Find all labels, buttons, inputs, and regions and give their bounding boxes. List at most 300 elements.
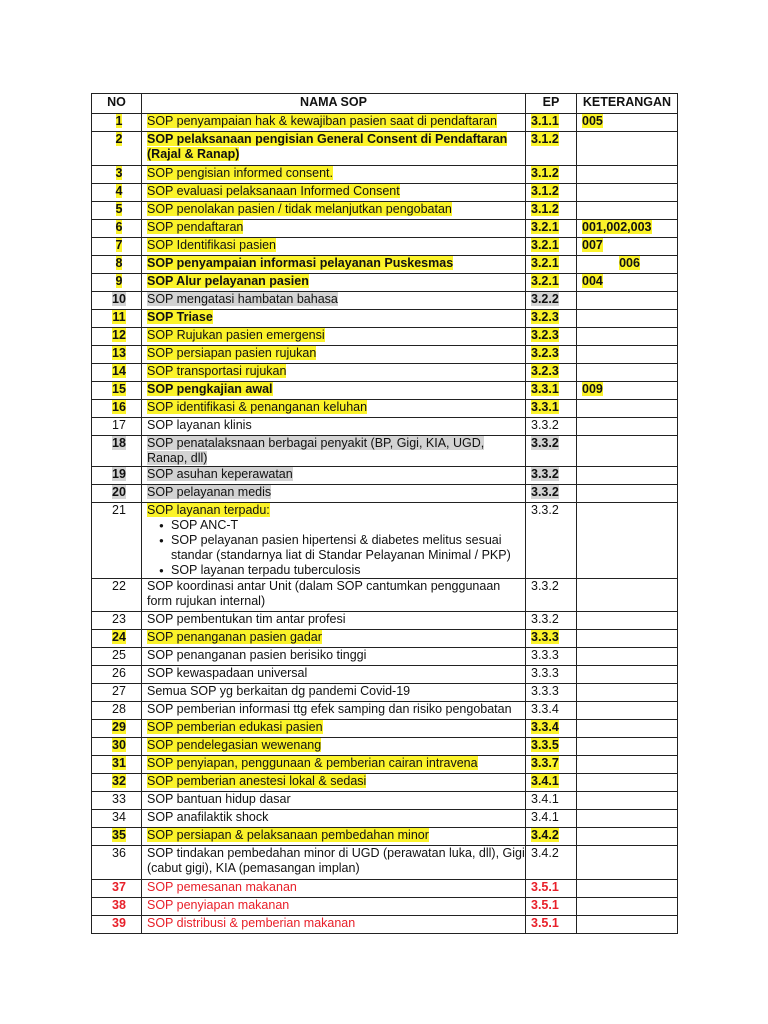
- ep-code: 3.4.2: [531, 846, 559, 860]
- table-row: [92, 503, 678, 579]
- table-body: [92, 114, 678, 934]
- header-nama-sop: NAMA SOP: [142, 94, 526, 114]
- cell-keterangan: [577, 846, 678, 880]
- cell-ep: [526, 328, 577, 346]
- table-row: [92, 612, 678, 630]
- cell-no: [92, 274, 142, 292]
- sop-name: SOP asuhan keperawatan: [147, 467, 293, 481]
- ep-code: 3.3.3: [531, 684, 559, 698]
- table-row: [92, 400, 678, 418]
- row-number: 37: [112, 880, 126, 894]
- row-number: 21: [112, 503, 126, 517]
- row-number: 33: [112, 792, 126, 806]
- row-number: 15: [112, 382, 126, 396]
- sub-list-item: [159, 518, 525, 533]
- table-row: [92, 898, 678, 916]
- cell-nama-sop: [142, 846, 526, 880]
- keterangan-value: 005: [582, 114, 603, 128]
- sop-name: SOP Alur pelayanan pasien: [147, 274, 309, 288]
- header-no: NO: [92, 94, 142, 114]
- table-row: [92, 292, 678, 310]
- cell-no: [92, 114, 142, 132]
- cell-no: [92, 132, 142, 166]
- cell-nama-sop: [142, 132, 526, 166]
- row-number: 4: [115, 184, 123, 198]
- cell-ep: [526, 436, 577, 467]
- table-row: [92, 485, 678, 503]
- table-row: [92, 467, 678, 485]
- cell-nama-sop: [142, 467, 526, 485]
- cell-nama-sop: [142, 364, 526, 382]
- cell-keterangan: [577, 720, 678, 738]
- cell-keterangan: [577, 184, 678, 202]
- cell-ep: [526, 132, 577, 166]
- cell-keterangan: [577, 684, 678, 702]
- row-number: 27: [112, 684, 126, 698]
- cell-no: [92, 612, 142, 630]
- cell-nama-sop: [142, 114, 526, 132]
- table-row: [92, 220, 678, 238]
- cell-keterangan: [577, 346, 678, 364]
- ep-code: 3.5.1: [531, 880, 559, 894]
- sop-name: SOP tindakan pembedahan minor di UGD (perawatan luka, dll), Gigi (cabut gigi), KIA (pemasangan implan): [147, 846, 525, 875]
- cell-nama-sop: [142, 612, 526, 630]
- cell-no: [92, 810, 142, 828]
- cell-ep: [526, 503, 577, 579]
- cell-nama-sop: [142, 184, 526, 202]
- cell-ep: [526, 467, 577, 485]
- cell-ep: [526, 684, 577, 702]
- sop-name: SOP bantuan hidup dasar: [147, 792, 291, 806]
- row-number: 7: [115, 238, 123, 252]
- ep-code: 3.2.3: [531, 346, 559, 360]
- ep-code: 3.3.4: [531, 720, 559, 734]
- table-row: [92, 364, 678, 382]
- header-keterangan: KETERANGAN: [577, 94, 678, 114]
- cell-nama-sop: [142, 256, 526, 274]
- sop-name: SOP penyampaian hak & kewajiban pasien saat di pendaftaran: [147, 114, 498, 128]
- ep-code: 3.1.1: [531, 114, 559, 128]
- cell-keterangan: [577, 485, 678, 503]
- cell-ep: [526, 738, 577, 756]
- cell-nama-sop: [142, 684, 526, 702]
- cell-no: [92, 467, 142, 485]
- row-number: 26: [112, 666, 126, 680]
- keterangan-value: 006: [619, 256, 640, 270]
- cell-keterangan: [577, 666, 678, 684]
- cell-no: [92, 256, 142, 274]
- sop-name: SOP pelaksanaan pengisian General Consent di Pendaftaran (Rajal & Ranap): [147, 132, 508, 161]
- cell-keterangan: [577, 418, 678, 436]
- table-row: [92, 738, 678, 756]
- cell-keterangan: [577, 579, 678, 612]
- ep-code: 3.3.7: [531, 756, 559, 770]
- cell-nama-sop: [142, 382, 526, 400]
- cell-nama-sop: [142, 274, 526, 292]
- cell-ep: [526, 756, 577, 774]
- ep-code: 3.3.3: [531, 648, 559, 662]
- row-number: 30: [112, 738, 126, 752]
- sop-name: SOP pelayanan medis: [147, 485, 272, 499]
- table-row: [92, 756, 678, 774]
- ep-code: 3.1.2: [531, 166, 559, 180]
- table-row: [92, 792, 678, 810]
- cell-ep: [526, 828, 577, 846]
- cell-no: [92, 792, 142, 810]
- cell-no: [92, 328, 142, 346]
- cell-ep: [526, 792, 577, 810]
- ep-code: 3.1.2: [531, 202, 559, 216]
- cell-no: [92, 774, 142, 792]
- sop-name: SOP layanan terpadu:: [147, 503, 270, 517]
- ep-code: 3.3.5: [531, 738, 559, 752]
- row-number: 36: [112, 846, 126, 860]
- cell-keterangan: [577, 702, 678, 720]
- cell-no: [92, 880, 142, 898]
- cell-ep: [526, 630, 577, 648]
- row-number: 11: [112, 310, 126, 324]
- table-row: [92, 328, 678, 346]
- header-ep: EP: [526, 94, 577, 114]
- keterangan-value: 004: [582, 274, 603, 288]
- cell-ep: [526, 292, 577, 310]
- cell-no: [92, 485, 142, 503]
- ep-code: 3.2.2: [531, 292, 559, 306]
- row-number: 9: [115, 274, 123, 288]
- cell-nama-sop: [142, 702, 526, 720]
- cell-keterangan: [577, 612, 678, 630]
- sop-name: SOP penatalaksnaan berbagai penyakit (BP, Gigi, KIA, UGD, Ranap, dll): [147, 436, 485, 465]
- cell-ep: [526, 114, 577, 132]
- cell-nama-sop: [142, 666, 526, 684]
- row-number: 18: [112, 436, 126, 450]
- cell-no: [92, 364, 142, 382]
- cell-keterangan: [577, 503, 678, 579]
- cell-nama-sop: [142, 238, 526, 256]
- cell-no: [92, 238, 142, 256]
- sub-list-item: [159, 563, 525, 578]
- sop-name: SOP penyiapan makanan: [147, 898, 290, 912]
- sop-name: SOP mengatasi hambatan bahasa: [147, 292, 338, 306]
- sop-name: SOP persiapan pasien rujukan: [147, 346, 317, 360]
- cell-no: [92, 684, 142, 702]
- cell-ep: [526, 400, 577, 418]
- sop-name: SOP kewaspadaan universal: [147, 666, 308, 680]
- row-number: 6: [115, 220, 123, 234]
- ep-code: 3.2.1: [531, 238, 559, 252]
- cell-ep: [526, 774, 577, 792]
- ep-code: 3.2.1: [531, 274, 559, 288]
- cell-no: [92, 916, 142, 934]
- cell-no: [92, 630, 142, 648]
- sop-name: SOP Identifikasi pasien: [147, 238, 277, 252]
- cell-keterangan: [577, 220, 678, 238]
- row-number: 3: [115, 166, 123, 180]
- row-number: 34: [112, 810, 126, 824]
- sop-name: SOP pembentukan tim antar profesi: [147, 612, 346, 626]
- keterangan-value: 001,002,003: [582, 220, 652, 234]
- sub-item-text: SOP pelayanan pasien hipertensi & diabetes melitus sesuai standar (standarnya liat di Standar Pelayanan Minimal / PKP): [171, 533, 511, 562]
- sop-name: SOP pendelegasian wewenang: [147, 738, 322, 752]
- cell-nama-sop: [142, 579, 526, 612]
- sop-name: SOP pemberian edukasi pasien: [147, 720, 323, 734]
- cell-keterangan: [577, 202, 678, 220]
- cell-ep: [526, 310, 577, 328]
- sub-list: [147, 518, 525, 578]
- sop-name: SOP evaluasi pelaksanaan Informed Consent: [147, 184, 400, 198]
- cell-nama-sop: [142, 880, 526, 898]
- table-row: [92, 238, 678, 256]
- ep-code: 3.3.2: [531, 612, 559, 626]
- cell-nama-sop: [142, 630, 526, 648]
- cell-keterangan: [577, 792, 678, 810]
- cell-no: [92, 738, 142, 756]
- sop-name: SOP layanan klinis: [147, 418, 252, 432]
- cell-ep: [526, 220, 577, 238]
- keterangan-value: 009: [582, 382, 603, 396]
- cell-nama-sop: [142, 898, 526, 916]
- keterangan-value: 007: [582, 238, 603, 252]
- table-header-row: [92, 94, 678, 114]
- ep-code: 3.3.4: [531, 702, 559, 716]
- table-row: [92, 916, 678, 934]
- row-number: 1: [115, 114, 123, 128]
- ep-code: 3.3.2: [531, 436, 559, 450]
- ep-code: 3.3.2: [531, 467, 559, 481]
- cell-nama-sop: [142, 916, 526, 934]
- cell-no: [92, 579, 142, 612]
- cell-ep: [526, 346, 577, 364]
- row-number: 22: [112, 579, 126, 593]
- ep-code: 3.1.2: [531, 184, 559, 198]
- cell-keterangan: [577, 738, 678, 756]
- ep-code: 3.4.1: [531, 792, 559, 806]
- cell-no: [92, 828, 142, 846]
- row-number: 12: [112, 328, 126, 342]
- cell-keterangan: [577, 238, 678, 256]
- sop-name: SOP penyampaian informasi pelayanan Puskesmas: [147, 256, 454, 270]
- cell-ep: [526, 166, 577, 184]
- ep-code: 3.5.1: [531, 916, 559, 930]
- row-number: 25: [112, 648, 126, 662]
- cell-nama-sop: [142, 400, 526, 418]
- sub-item-text: SOP layanan terpadu tuberculosis: [171, 563, 361, 577]
- sop-name: SOP persiapan & pelaksanaan pembedahan minor: [147, 828, 429, 842]
- table-row: [92, 666, 678, 684]
- cell-keterangan: [577, 810, 678, 828]
- bullet-icon: ●: [159, 536, 164, 545]
- row-number: 35: [112, 828, 126, 842]
- ep-code: 3.3.3: [531, 666, 559, 680]
- cell-ep: [526, 274, 577, 292]
- cell-nama-sop: [142, 774, 526, 792]
- cell-nama-sop: [142, 310, 526, 328]
- bullet-icon: ●: [159, 566, 164, 575]
- table-row: [92, 114, 678, 132]
- cell-ep: [526, 898, 577, 916]
- table-row: [92, 579, 678, 612]
- ep-code: 3.3.1: [531, 400, 559, 414]
- table-row: [92, 202, 678, 220]
- cell-no: [92, 292, 142, 310]
- cell-nama-sop: [142, 292, 526, 310]
- row-number: 39: [112, 916, 126, 930]
- cell-no: [92, 756, 142, 774]
- table-row: [92, 684, 678, 702]
- ep-code: 3.3.1: [531, 382, 559, 396]
- table-row: [92, 310, 678, 328]
- cell-keterangan: [577, 274, 678, 292]
- sub-item-text: SOP ANC-T: [171, 518, 239, 532]
- cell-no: [92, 648, 142, 666]
- cell-keterangan: [577, 630, 678, 648]
- row-number: 32: [112, 774, 126, 788]
- cell-keterangan: [577, 382, 678, 400]
- cell-ep: [526, 846, 577, 880]
- row-number: 29: [112, 720, 126, 734]
- sop-table: [91, 93, 678, 934]
- cell-no: [92, 166, 142, 184]
- cell-keterangan: [577, 114, 678, 132]
- table-row: [92, 828, 678, 846]
- row-number: 17: [112, 418, 126, 432]
- cell-no: [92, 666, 142, 684]
- ep-code: 3.2.1: [531, 256, 559, 270]
- cell-no: [92, 436, 142, 467]
- ep-code: 3.1.2: [531, 132, 559, 146]
- cell-no: [92, 418, 142, 436]
- row-number: 8: [115, 256, 123, 270]
- sop-name: SOP koordinasi antar Unit (dalam SOP cantumkan penggunaan form rujukan internal): [147, 579, 501, 608]
- sop-name: Semua SOP yg berkaitan dg pandemi Covid-19: [147, 684, 411, 698]
- sop-name: SOP identifikasi & penanganan keluhan: [147, 400, 368, 414]
- cell-nama-sop: [142, 503, 526, 579]
- row-number: 38: [112, 898, 126, 912]
- cell-ep: [526, 256, 577, 274]
- cell-no: [92, 184, 142, 202]
- cell-ep: [526, 202, 577, 220]
- ep-code: 3.4.1: [531, 774, 559, 788]
- cell-no: [92, 346, 142, 364]
- table-row: [92, 846, 678, 880]
- table-row: [92, 702, 678, 720]
- cell-nama-sop: [142, 220, 526, 238]
- cell-ep: [526, 364, 577, 382]
- cell-keterangan: [577, 828, 678, 846]
- cell-no: [92, 898, 142, 916]
- cell-ep: [526, 666, 577, 684]
- cell-ep: [526, 418, 577, 436]
- sub-list-item: [159, 533, 525, 563]
- cell-ep: [526, 720, 577, 738]
- row-number: 19: [112, 467, 126, 481]
- table-row: [92, 256, 678, 274]
- row-number: 2: [115, 132, 123, 146]
- row-number: 14: [112, 364, 126, 378]
- cell-keterangan: [577, 364, 678, 382]
- cell-no: [92, 220, 142, 238]
- cell-no: [92, 846, 142, 880]
- table-row: [92, 184, 678, 202]
- cell-nama-sop: [142, 792, 526, 810]
- ep-code: 3.5.1: [531, 898, 559, 912]
- row-number: 24: [112, 630, 126, 644]
- cell-keterangan: [577, 256, 678, 274]
- cell-no: [92, 310, 142, 328]
- cell-nama-sop: [142, 828, 526, 846]
- cell-ep: [526, 648, 577, 666]
- row-number: 13: [112, 346, 126, 360]
- ep-code: 3.3.2: [531, 579, 559, 593]
- cell-nama-sop: [142, 418, 526, 436]
- sop-name: SOP pemberian informasi ttg efek samping dan risiko pengobatan: [147, 702, 512, 716]
- cell-ep: [526, 880, 577, 898]
- row-number: 5: [115, 202, 123, 216]
- row-number: 23: [112, 612, 126, 626]
- cell-nama-sop: [142, 720, 526, 738]
- sop-name: SOP pendaftaran: [147, 220, 244, 234]
- cell-keterangan: [577, 916, 678, 934]
- sop-name: SOP pemesanan makanan: [147, 880, 297, 894]
- table-row: [92, 382, 678, 400]
- cell-keterangan: [577, 756, 678, 774]
- sop-name: SOP penolakan pasien / tidak melanjutkan pengobatan: [147, 202, 452, 216]
- row-number: 20: [112, 485, 126, 499]
- cell-keterangan: [577, 467, 678, 485]
- ep-code: 3.2.3: [531, 364, 559, 378]
- ep-code: 3.4.1: [531, 810, 559, 824]
- table-row: [92, 274, 678, 292]
- table-row: [92, 436, 678, 467]
- sop-name: SOP penyiapan, penggunaan & pemberian cairan intravena: [147, 756, 478, 770]
- cell-nama-sop: [142, 346, 526, 364]
- cell-nama-sop: [142, 436, 526, 467]
- cell-keterangan: [577, 648, 678, 666]
- table-row: [92, 132, 678, 166]
- sop-name: SOP transportasi rujukan: [147, 364, 287, 378]
- cell-keterangan: [577, 132, 678, 166]
- cell-no: [92, 382, 142, 400]
- cell-ep: [526, 579, 577, 612]
- table-row: [92, 810, 678, 828]
- table-row: [92, 774, 678, 792]
- cell-nama-sop: [142, 810, 526, 828]
- row-number: 10: [112, 292, 126, 306]
- sop-name: SOP pengisian informed consent.: [147, 166, 333, 180]
- ep-code: 3.3.2: [531, 503, 559, 517]
- cell-keterangan: [577, 880, 678, 898]
- ep-code: 3.2.3: [531, 328, 559, 342]
- ep-code: 3.2.1: [531, 220, 559, 234]
- sop-name: SOP anafilaktik shock: [147, 810, 269, 824]
- sop-name: SOP pemberian anestesi lokal & sedasi: [147, 774, 367, 788]
- cell-keterangan: [577, 898, 678, 916]
- cell-ep: [526, 184, 577, 202]
- cell-ep: [526, 238, 577, 256]
- cell-ep: [526, 810, 577, 828]
- row-number: 16: [112, 400, 126, 414]
- cell-keterangan: [577, 328, 678, 346]
- cell-ep: [526, 702, 577, 720]
- cell-nama-sop: [142, 328, 526, 346]
- bullet-icon: ●: [159, 521, 164, 530]
- table-row: [92, 166, 678, 184]
- cell-no: [92, 720, 142, 738]
- sop-name: SOP penanganan pasien gadar: [147, 630, 322, 644]
- cell-no: [92, 202, 142, 220]
- row-number: 28: [112, 702, 126, 716]
- cell-nama-sop: [142, 202, 526, 220]
